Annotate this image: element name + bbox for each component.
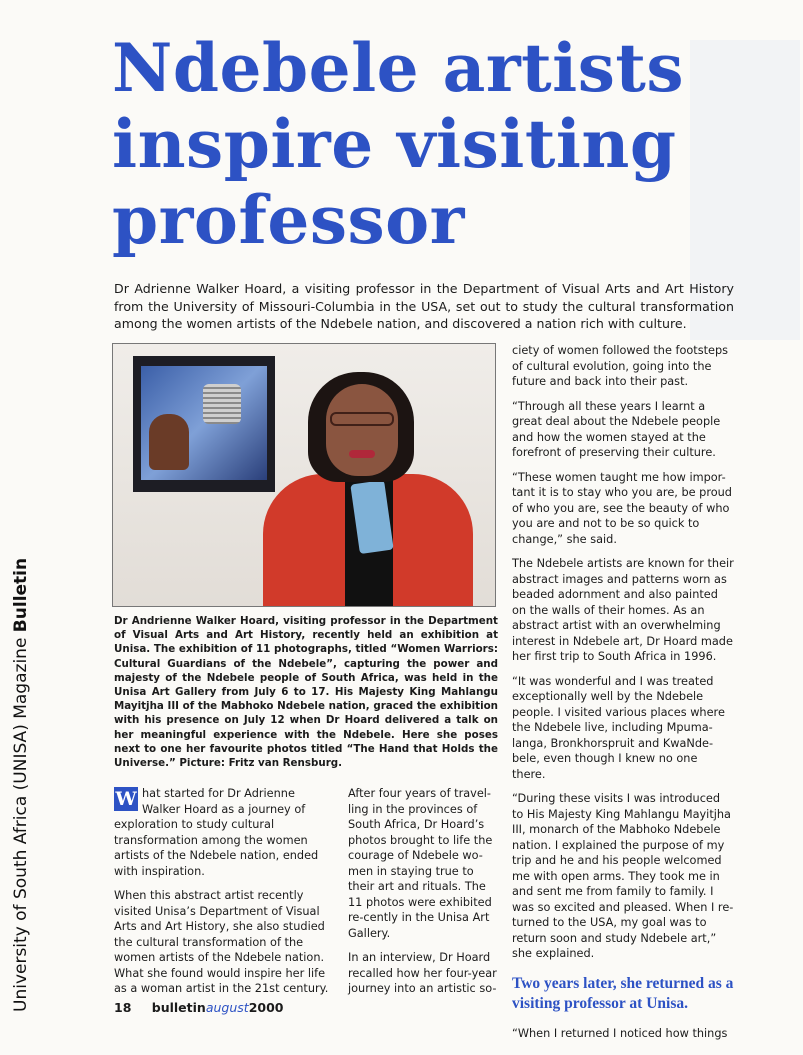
artwork-rings — [203, 384, 241, 424]
body-column-1 — [114, 786, 336, 1006]
title-line-3: professor — [112, 181, 465, 259]
paragraph: “When I returned I noticed how things — [512, 1026, 728, 1040]
paragraph: When this abstract artist recently visited Unisa’s Department of Visual Arts and Art History, she also studied the cultural transformation of the women artists of the Ndebele nation. What she found would inspire her life as a woman artist in the 21st century. — [114, 889, 329, 995]
title-line-1: Ndebele artists — [112, 29, 685, 107]
article-photo — [112, 343, 496, 607]
paragraph-text: hat started for Dr Adrienne Walker Hoard as a journey of exploration to study cultural transformation among the women artists of the Ndebele nation, ended with inspiration. — [114, 787, 319, 878]
paragraph: “Through all these years I learnt a great deal about the Ndebele people and how the women stayed at the forefront of preserving their culture. — [512, 399, 721, 459]
framed-artwork — [133, 356, 275, 492]
photo-caption: Dr Andrienne Walker Hoard, visiting professor in the Department of Visual Arts and Art History, recently held an exhibition at Unisa. The exhibition of 11 photographs, titled “Women Warriors: Cultural Guardians of the Ndebele”, capturing the power and majesty of the Ndebele people of South Africa, was held in the Unisa Art Gallery from July 6 to 17. His Majesty King Mahlangu Mayitjha III of the Mabhoko Ndebele nation, graced the exhibition with his presence on July 12 when Dr Hoard delivered a talk on her meaningful experience with the Ndebele. Here she poses next to one her favourite photos titled “The Hand that Holds the Universe.” Picture: Fritz van Rensburg. — [114, 615, 498, 770]
spine-bold: Bulletin — [11, 557, 31, 633]
paragraph: “It was wonderful and I was treated exceptionally well by the Ndebele people. I visited various places where the Ndebele live, including Mpuma-langa, Bronkhorspruit and KwaNde-bele, even though I knew no one there. — [512, 674, 725, 781]
body-column-3 — [512, 343, 734, 1050]
paragraph — [114, 786, 336, 879]
article-title — [112, 30, 752, 258]
paragraph: The Ndebele artists are known for their abstract images and patterns worn as beaded adornment and also painted on the walls of their homes. As an abstract artist with an overwhelming interest in Ndebele art, Dr Hoard made her first trip to South Africa in 1996. — [512, 557, 734, 663]
portrait-person — [263, 372, 473, 606]
glasses — [330, 412, 394, 426]
drop-cap: W — [115, 788, 137, 810]
body-column-2 — [348, 786, 498, 1006]
paragraph: “During these visits I was introduced to His Majesty King Mahlangu Mayitjha III, monarch of the Mabhoko Ndebele nation. I explained the purpose of my trip and he and his people welcomed me with open arms. They took me in and sent me from family to family. I was so excited and pleased. When I re-turned to the USA, my goal was to return soon and study Ndebele art,” she explained. — [512, 792, 734, 960]
spine-text: University of South Africa (UNISA) Magazine — [11, 632, 31, 1012]
subheading: Two years later, she returned as a visiting professor at Unisa. — [512, 974, 734, 1012]
artwork-hand — [149, 414, 189, 470]
spine-label — [6, 472, 36, 1012]
issue-month: august — [205, 1000, 249, 1015]
paragraph: “These women taught me how impor-tant it is to stay who you are, be proud of who you are, see the beauty of who you are and not to be so quick to change,” she said. — [512, 470, 732, 546]
paragraph: After four years of travel-ling in the provinces of South Africa, Dr Hoard’s photos brought to life the courage of Ndebele wo-men in staying true to their art and rituals. The 11 photos were exhibited re-cently in the Unisa Art Gallery. — [348, 787, 493, 940]
paragraph: ciety of women followed the footsteps of cultural evolution, going into the future and back into their past. — [512, 344, 729, 388]
page-number: 18 — [114, 1000, 132, 1015]
issue-year: 2000 — [248, 1000, 284, 1015]
page-footer — [114, 1000, 283, 1015]
title-line-2: inspire visiting — [112, 105, 677, 183]
paragraph: In an interview, Dr Hoard recalled how her four-year journey into an artistic so- — [348, 951, 497, 995]
magazine-brand: bulletin — [151, 1000, 206, 1015]
article-intro: Dr Adrienne Walker Hoard, a visiting professor in the Department of Visual Arts and Art History from the University of Missouri-Columbia in the USA, set out to study the cultural transformation among the women artists of the Ndebele nation, and discovered a nation rich with culture. — [114, 281, 734, 331]
